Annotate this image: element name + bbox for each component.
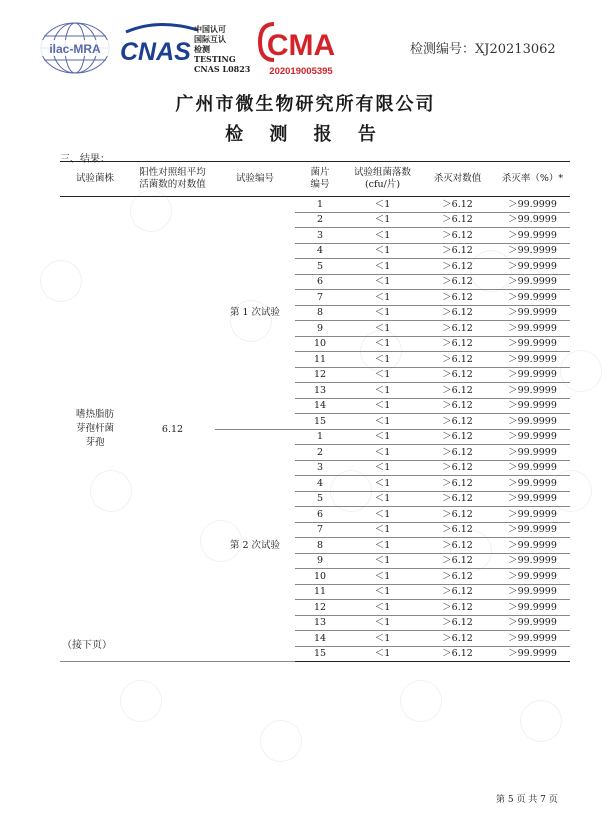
colony-count: ＜1 [345, 212, 420, 228]
colony-count: ＜1 [345, 460, 420, 476]
colony-count: ＜1 [345, 414, 420, 430]
piece-no: 15 [295, 646, 345, 662]
kill-rate: ＞99.9999 [495, 305, 570, 321]
cma-number: 202019005395 [269, 66, 333, 77]
kill-rate: ＞99.9999 [495, 259, 570, 275]
colony-count: ＜1 [345, 398, 420, 414]
kill-log: ＞6.12 [420, 212, 495, 228]
kill-log: ＞6.12 [420, 321, 495, 337]
colony-count: ＜1 [345, 522, 420, 538]
header-colony-line: (cfu/片) [364, 179, 401, 190]
kill-rate: ＞99.9999 [495, 228, 570, 244]
kill-rate: ＞99.9999 [495, 197, 570, 213]
kill-rate: ＞99.9999 [495, 243, 570, 259]
cnas-line: 中国认可 [194, 24, 226, 34]
piece-no: 6 [295, 274, 345, 290]
header-piece-line: 菌片 [310, 167, 330, 178]
colony-count: ＜1 [345, 367, 420, 383]
company-name: 广州市微生物研究所有限公司 [175, 94, 436, 115]
report-number-label: 检测编号： [410, 42, 476, 57]
piece-no: 9 [295, 553, 345, 569]
kill-log: ＞6.12 [420, 460, 495, 476]
header-test-no: 试验编号 [215, 162, 295, 197]
piece-no: 5 [295, 491, 345, 507]
kill-rate: ＞99.9999 [495, 352, 570, 368]
kill-rate: ＞99.9999 [495, 507, 570, 523]
colony-count: ＜1 [345, 352, 420, 368]
header-kill-log: 杀灭对数值 [420, 162, 495, 197]
colony-count: ＜1 [345, 553, 420, 569]
colony-count: ＜1 [345, 321, 420, 337]
kill-rate: ＞99.9999 [495, 414, 570, 430]
header-control-line: 活菌数的对数值 [139, 179, 206, 190]
piece-no: 3 [295, 228, 345, 244]
colony-count: ＜1 [345, 290, 420, 306]
cnas-line: 检测 [194, 44, 210, 54]
piece-no: 2 [295, 445, 345, 461]
piece-no: 12 [295, 600, 345, 616]
piece-no: 11 [295, 352, 345, 368]
kill-rate: ＞99.9999 [495, 476, 570, 492]
control-value-cell: 6.12 [130, 197, 215, 662]
kill-log: ＞6.12 [420, 274, 495, 290]
header-kill-rate: 杀灭率（%）* [495, 162, 570, 197]
kill-log: ＞6.12 [420, 569, 495, 585]
piece-no: 7 [295, 522, 345, 538]
ilac-text: ilac-MRA [49, 42, 101, 56]
cnas-accreditation-text [194, 24, 250, 74]
header-control-line: 阳性对照组平均 [139, 167, 206, 178]
report-number-value: XJ20213062 [475, 42, 556, 57]
piece-no: 5 [295, 259, 345, 275]
ilac-mra-logo [38, 20, 112, 76]
colony-count: ＜1 [345, 538, 420, 554]
header-colony [345, 162, 420, 197]
test-group-1: 第 1 次试验 [215, 197, 295, 430]
kill-rate: ＞99.9999 [495, 460, 570, 476]
kill-log: ＞6.12 [420, 507, 495, 523]
page-number: 第 5 页 共 7 页 [496, 795, 558, 805]
colony-count: ＜1 [345, 491, 420, 507]
colony-count: ＜1 [345, 228, 420, 244]
kill-log: ＞6.12 [420, 352, 495, 368]
kill-log: ＞6.12 [420, 197, 495, 213]
colony-count: ＜1 [345, 646, 420, 662]
kill-log: ＞6.12 [420, 522, 495, 538]
piece-no: 2 [295, 212, 345, 228]
kill-rate: ＞99.9999 [495, 646, 570, 662]
piece-no: 15 [295, 414, 345, 430]
piece-no: 9 [295, 321, 345, 337]
test-group-2: 第 2 次试验 [215, 429, 295, 662]
kill-log: ＞6.12 [420, 538, 495, 554]
strain-line: 芽孢杆菌 [75, 423, 114, 434]
piece-no: 13 [295, 383, 345, 399]
piece-no: 8 [295, 538, 345, 554]
colony-count: ＜1 [345, 336, 420, 352]
document-title: 检 测 报 告 [225, 124, 386, 145]
kill-rate: ＞99.9999 [495, 274, 570, 290]
cnas-line: TESTING [194, 54, 236, 64]
colony-count: ＜1 [345, 305, 420, 321]
kill-log: ＞6.12 [420, 615, 495, 631]
piece-no: 6 [295, 507, 345, 523]
table-header-row [60, 162, 570, 197]
section-heading: 三、结果： [60, 154, 110, 165]
kill-rate: ＞99.9999 [495, 553, 570, 569]
kill-rate: ＞99.9999 [495, 538, 570, 554]
colony-count: ＜1 [345, 197, 420, 213]
piece-no: 7 [295, 290, 345, 306]
kill-rate: ＞99.9999 [495, 290, 570, 306]
kill-rate: ＞99.9999 [495, 584, 570, 600]
piece-no: 1 [295, 429, 345, 445]
kill-rate: ＞99.9999 [495, 367, 570, 383]
kill-log: ＞6.12 [420, 553, 495, 569]
watermark-seal [252, 712, 309, 769]
kill-log: ＞6.12 [420, 584, 495, 600]
kill-log: ＞6.12 [420, 491, 495, 507]
header-piece-line: 编号 [310, 179, 330, 190]
colony-count: ＜1 [345, 383, 420, 399]
kill-log: ＞6.12 [420, 228, 495, 244]
header-piece-no [295, 162, 345, 197]
cnas-line: CNAS L0823 [194, 64, 251, 74]
colony-count: ＜1 [345, 615, 420, 631]
piece-no: 10 [295, 569, 345, 585]
kill-rate: ＞99.9999 [495, 383, 570, 399]
colony-count: ＜1 [345, 631, 420, 647]
kill-log: ＞6.12 [420, 646, 495, 662]
kill-rate: ＞99.9999 [495, 336, 570, 352]
kill-log: ＞6.12 [420, 398, 495, 414]
piece-no: 12 [295, 367, 345, 383]
kill-log: ＞6.12 [420, 336, 495, 352]
kill-log: ＞6.12 [420, 600, 495, 616]
colony-count: ＜1 [345, 584, 420, 600]
piece-no: 14 [295, 631, 345, 647]
continued-note: （接下页） [62, 640, 112, 651]
piece-no: 1 [295, 197, 345, 213]
colony-count: ＜1 [345, 259, 420, 275]
kill-log: ＞6.12 [420, 383, 495, 399]
piece-no: 8 [295, 305, 345, 321]
header-strain: 试验菌株 [60, 162, 130, 197]
kill-log: ＞6.12 [420, 290, 495, 306]
kill-rate: ＞99.9999 [495, 321, 570, 337]
kill-rate: ＞99.9999 [495, 615, 570, 631]
strain-line: 芽孢 [85, 437, 105, 448]
colony-count: ＜1 [345, 507, 420, 523]
strain-line: 嗜热脂肪 [75, 409, 114, 420]
piece-no: 11 [295, 584, 345, 600]
cma-logo-text: CMA [266, 29, 336, 62]
kill-rate: ＞99.9999 [495, 522, 570, 538]
kill-rate: ＞99.9999 [495, 491, 570, 507]
kill-log: ＞6.12 [420, 631, 495, 647]
colony-count: ＜1 [345, 243, 420, 259]
piece-no: 13 [295, 615, 345, 631]
kill-rate: ＞99.9999 [495, 600, 570, 616]
cnas-logo-text: CNAS [120, 38, 191, 66]
watermark-seal [512, 692, 569, 749]
kill-log: ＞6.12 [420, 305, 495, 321]
kill-rate: ＞99.9999 [495, 212, 570, 228]
piece-no: 4 [295, 243, 345, 259]
piece-no: 14 [295, 398, 345, 414]
colony-count: ＜1 [345, 569, 420, 585]
kill-rate: ＞99.9999 [495, 569, 570, 585]
cnas-line: 国际互认 [194, 34, 226, 44]
kill-log: ＞6.12 [420, 445, 495, 461]
kill-rate: ＞99.9999 [495, 398, 570, 414]
colony-count: ＜1 [345, 445, 420, 461]
kill-rate: ＞99.9999 [495, 445, 570, 461]
kill-log: ＞6.12 [420, 243, 495, 259]
colony-count: ＜1 [345, 476, 420, 492]
results-table [60, 161, 570, 662]
piece-no: 4 [295, 476, 345, 492]
colony-count: ＜1 [345, 429, 420, 445]
piece-no: 3 [295, 460, 345, 476]
kill-log: ＞6.12 [420, 476, 495, 492]
header-colony-line: 试验组菌落数 [353, 167, 411, 178]
kill-log: ＞6.12 [420, 259, 495, 275]
colony-count: ＜1 [345, 600, 420, 616]
report-number [410, 38, 556, 57]
kill-log: ＞6.12 [420, 414, 495, 430]
piece-no: 10 [295, 336, 345, 352]
kill-rate: ＞99.9999 [495, 631, 570, 647]
kill-rate: ＞99.9999 [495, 429, 570, 445]
watermark-seal [112, 672, 169, 729]
kill-log: ＞6.12 [420, 429, 495, 445]
watermark-seal [392, 672, 449, 729]
colony-count: ＜1 [345, 274, 420, 290]
kill-log: ＞6.12 [420, 367, 495, 383]
